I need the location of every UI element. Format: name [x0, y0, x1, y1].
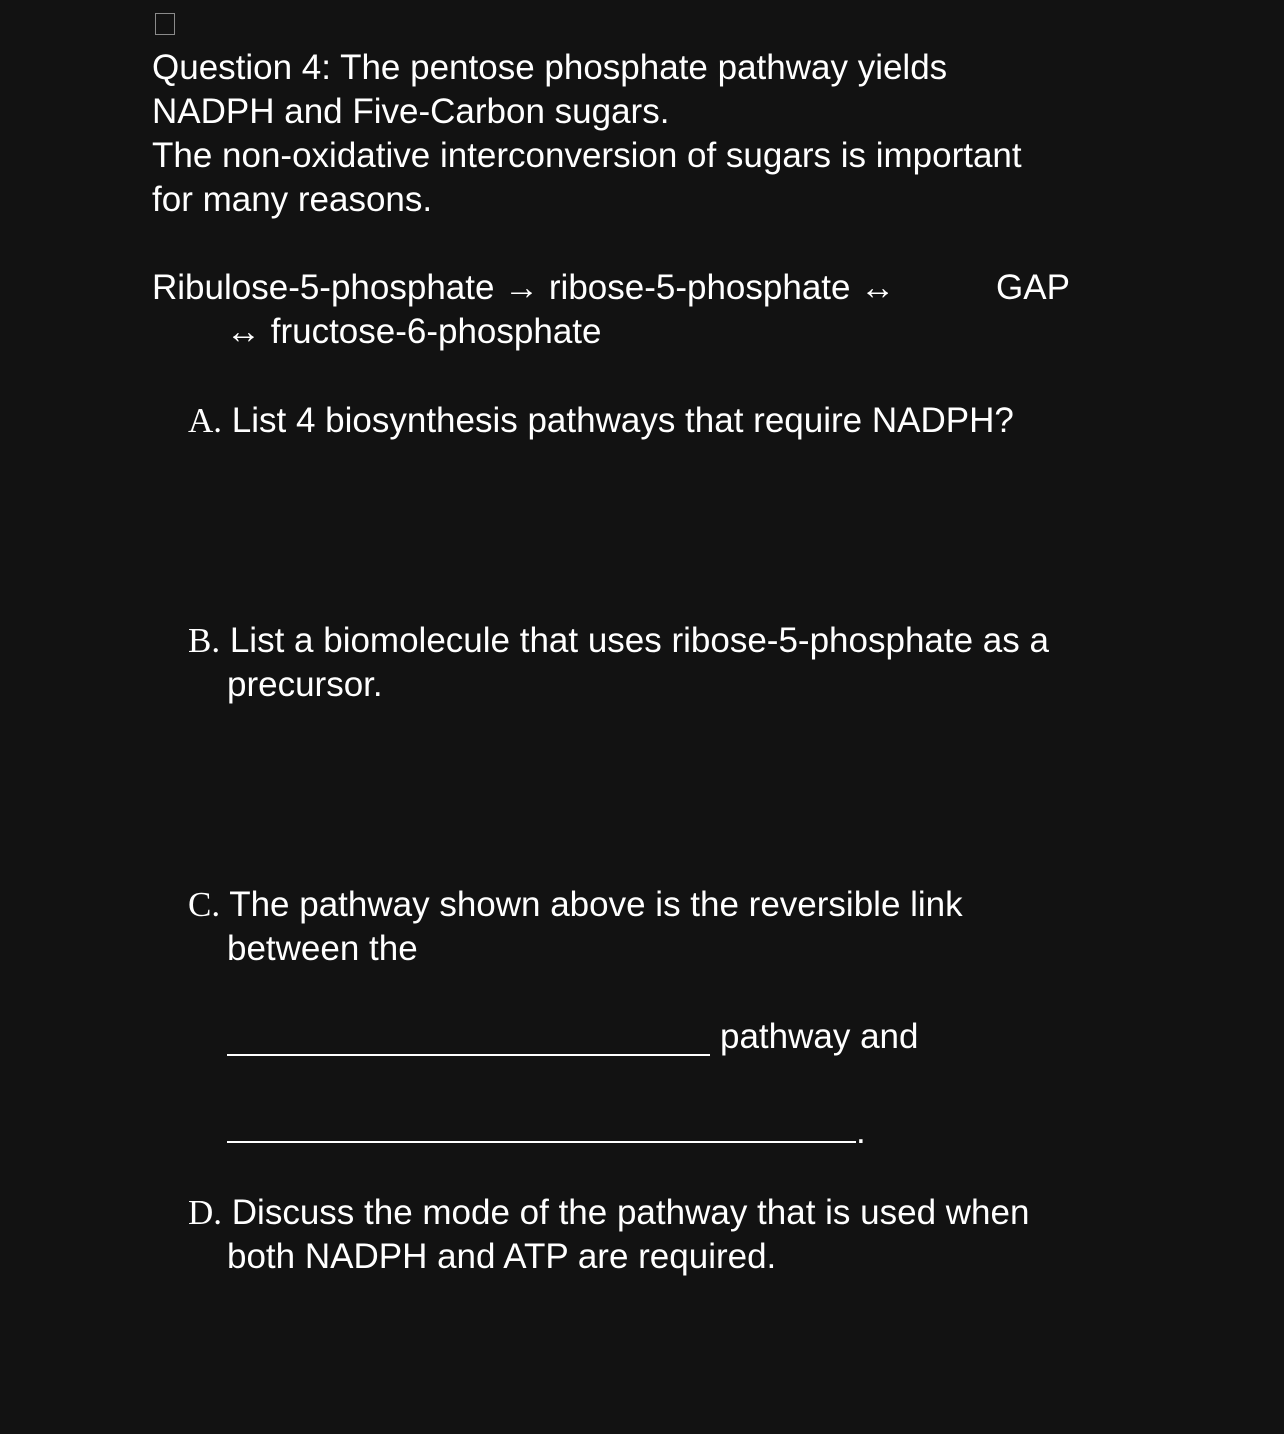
part-b-line-1: [188, 619, 1049, 663]
part-b-text-1: List a biomolecule that uses ribose-5-phosphate as a: [229, 621, 1049, 660]
part-c-blank-2-suffix: .: [856, 1112, 866, 1151]
pathway-line-1: Ribulose-5-phosphate → ribose-5-phosphate ↔: [152, 268, 896, 307]
part-c-blank-1-suffix: pathway and: [720, 1017, 919, 1056]
question-intro-line-1: The non-oxidative interconversion of sugars is important: [152, 136, 1022, 175]
part-d-letter: D.: [188, 1193, 223, 1232]
pathway-line-2: ↔ fructose-6-phosphate: [226, 312, 602, 351]
part-d-line-1: [188, 1191, 1029, 1235]
question-title-line-1: Question 4: The pentose phosphate pathway yields: [152, 48, 948, 87]
answer-blank-1[interactable]: [227, 1054, 710, 1056]
part-c-line-1: [188, 883, 963, 927]
part-b-letter: B.: [188, 621, 221, 660]
part-a: [188, 399, 1014, 443]
part-a-letter: A.: [188, 401, 223, 440]
answer-checkbox[interactable]: [155, 13, 175, 35]
part-d-text-1: Discuss the mode of the pathway that is used when: [231, 1193, 1030, 1232]
part-c-line-2: between the: [227, 929, 418, 968]
question-title-line-2: NADPH and Five-Carbon sugars.: [152, 92, 670, 131]
part-a-text: List 4 biosynthesis pathways that require NADPH?: [231, 401, 1014, 440]
part-c-letter: C.: [188, 885, 221, 924]
part-c-text-1: The pathway shown above is the reversible link: [229, 885, 963, 924]
answer-blank-2[interactable]: [227, 1141, 856, 1143]
part-d-line-2: both NADPH and ATP are required.: [227, 1237, 777, 1276]
question-intro-line-2: for many reasons.: [152, 180, 433, 219]
pathway-gap-label: GAP: [996, 268, 1070, 307]
part-b-line-2: precursor.: [227, 665, 383, 704]
